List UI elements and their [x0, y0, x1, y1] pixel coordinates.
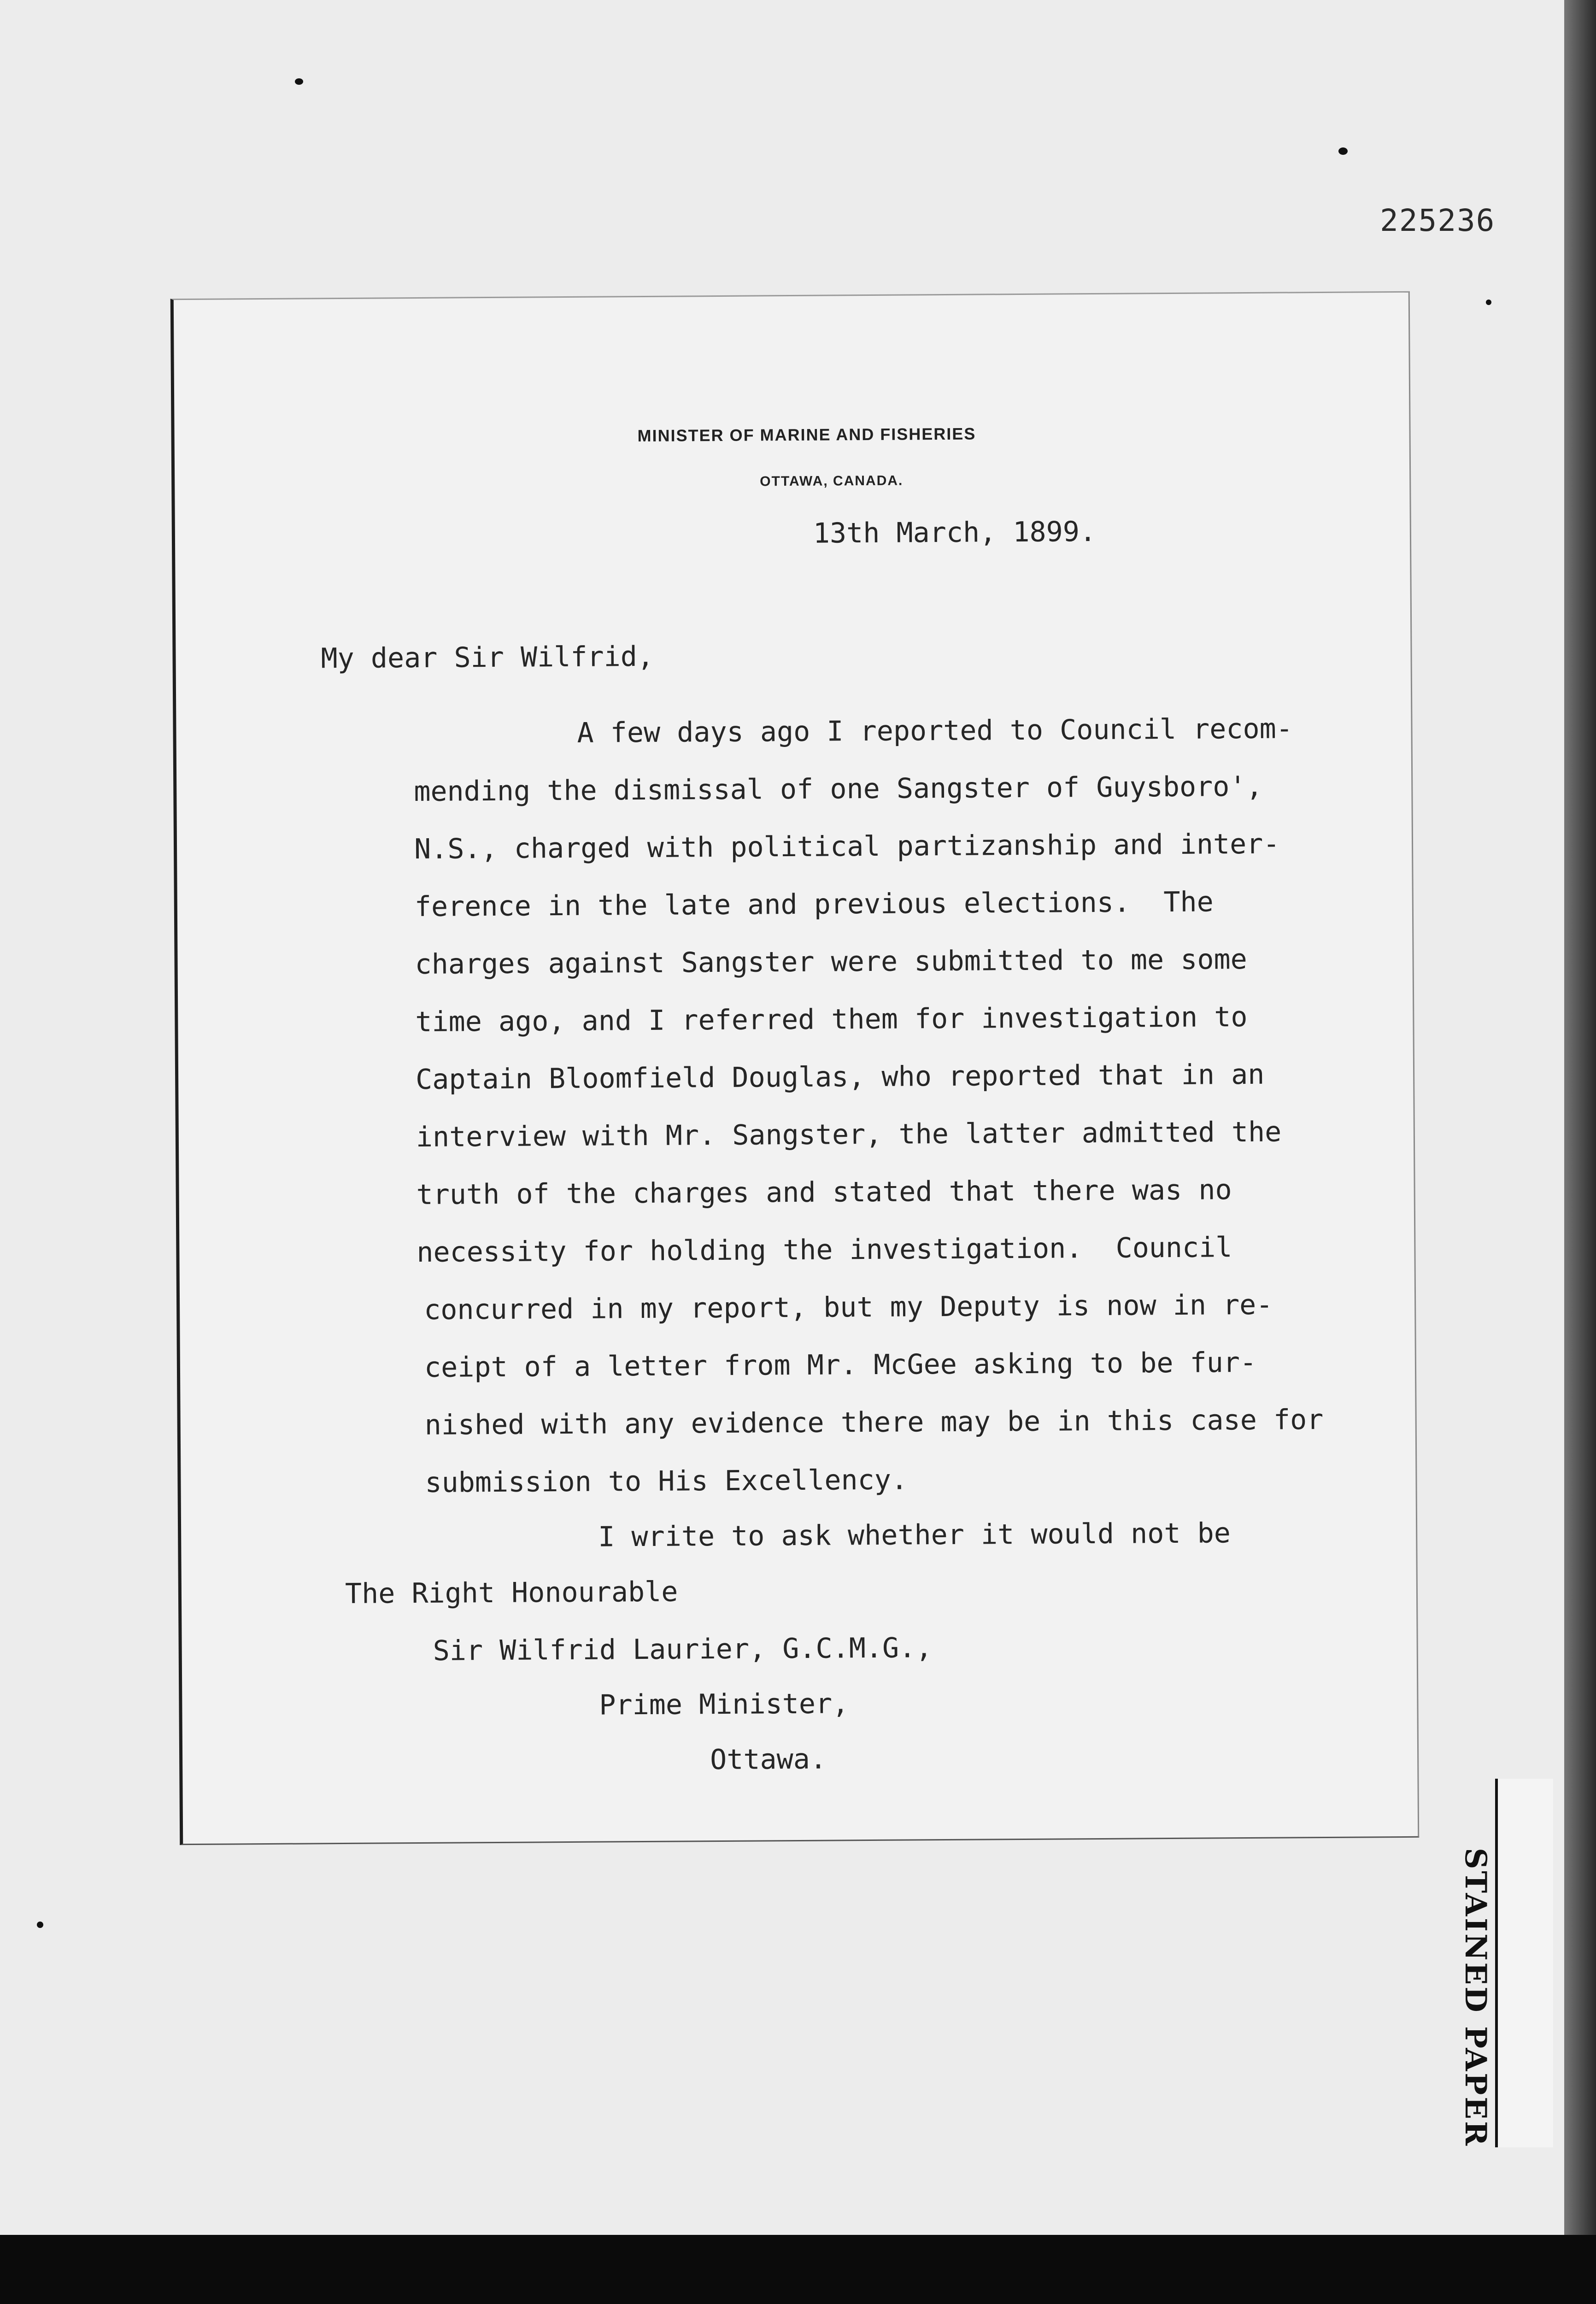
body-line: A few days ago I reported to Council recom-: [577, 712, 1293, 749]
body-line: ference in the late and previous elections. The: [414, 886, 1214, 923]
body-line: N.S., charged with political partizanship and inter-: [414, 828, 1280, 866]
closing-line: I write to ask whether it would not be: [598, 1517, 1231, 1553]
dust-speck: [1338, 147, 1348, 155]
body-line: concurred in my report, but my Deputy is now in re-: [423, 1288, 1273, 1326]
body-line: mending the dismissal of one Sangster of Guysboro',: [414, 770, 1263, 808]
body-line: necessity for holding the investigation. Council: [417, 1231, 1232, 1269]
body-line: Captain Bloomfield Douglas, who reported that in an: [415, 1058, 1265, 1096]
body-line: interview with Mr. Sangster, the latter admitted the: [416, 1116, 1282, 1154]
addressee-line: Ottawa.: [710, 1743, 827, 1776]
addressee-line: The Right Honourable: [345, 1575, 678, 1610]
stained-paper-label: STAINED PAPER: [1458, 1848, 1493, 2148]
letter-sheet: [170, 291, 1419, 1845]
dust-speck: [1486, 300, 1491, 305]
letterhead-place: OTTAWA, CANADA.: [760, 473, 904, 489]
body-line: charges against Sangster were submitted to me some: [415, 943, 1247, 981]
body-line: ceipt of a letter from Mr. McGee asking to be fur-: [424, 1346, 1257, 1384]
archive-number: 225236: [1380, 203, 1496, 238]
letterhead-title: MINISTER OF MARINE AND FISHERIES: [637, 424, 976, 446]
addressee-line: Sir Wilfrid Laurier, G.C.M.G.,: [433, 1632, 933, 1667]
scan-edge-shadow: [1564, 0, 1596, 2235]
letter-date: 13th March, 1899.: [813, 515, 1097, 550]
body-line: truth of the charges and stated that there was no: [416, 1174, 1232, 1211]
salutation: My dear Sir Wilfrid,: [321, 640, 654, 675]
addressee-line: Prime Minister,: [599, 1687, 849, 1722]
body-line: time ago, and I referred them for investigation to: [415, 1000, 1248, 1039]
dust-speck: [37, 1922, 43, 1928]
body-line: submission to His Excellency.: [425, 1464, 908, 1499]
body-line: nished with any evidence there may be in this case for: [424, 1404, 1324, 1441]
stained-paper-tab: [1495, 1779, 1553, 2147]
dust-speck: [295, 78, 303, 85]
